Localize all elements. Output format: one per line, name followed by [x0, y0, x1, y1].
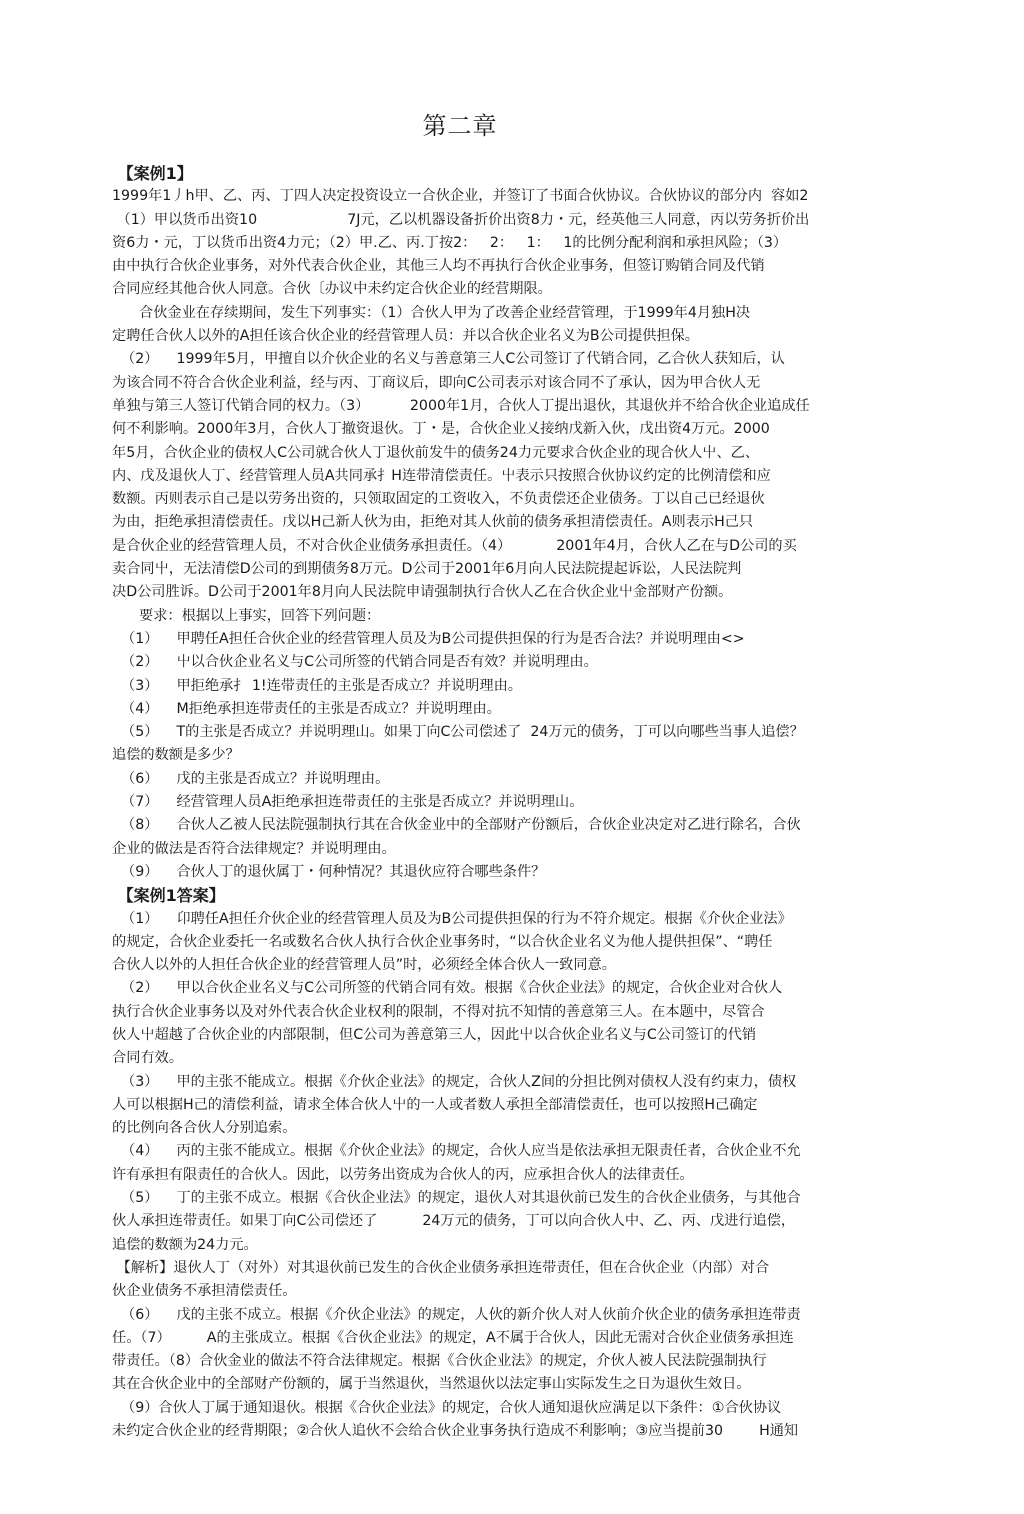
- text-line: 的规定，合伙企业委托一名或数名合伙人执行合伙企业事务时，“以合伙企业名义为他人提供担保”、“聘任: [112, 933, 773, 950]
- document-body: [112, 162, 912, 1443]
- text-line: 任。（7） A的主张成立。根据《合伙企业法》的规定，A不属于合伙人，因此无需对合伙企业债务承担连: [112, 1329, 794, 1346]
- section-heading: 【案例1答案】: [112, 886, 225, 906]
- text-line: （8） 合伙人乙被人民法院强制执行其在合伙金业中的全部财产份额后，合伙企业决定对乙进行除名，合伙: [112, 817, 801, 834]
- text-line: 定聘任合伙人以外的A担任该合伙企业的经营管理人员：并以合伙企业名义为B公司提供担保。: [112, 328, 699, 345]
- text-line: （5） T的主张是否成立？并说明理山。如果丁向C公司偿述了 24万元的债务，丁可以向哪些当事人追偿？: [112, 724, 804, 741]
- text-line: （2） 1999年5月，甲擅自以介伙企业的名义与善意第三人C公司签订了代销合同，乙合伙人获知后，认: [112, 351, 785, 368]
- text-line: （7） 经营管理人员A拒绝承担连带责任的主张是否成立？并说明理山。: [112, 794, 584, 811]
- text-line: 是合伙企业的经营管理人员，不对合伙企业债务承担责任。（4） 2001年4月，合伙人乙在与D公司的买: [112, 537, 797, 554]
- text-line: 资6力・元，丁以货币出资4力元；（2）甲.乙、丙.丁按2： 2： 1： 1的比例分配利润和承担风险；（3）: [112, 234, 788, 251]
- text-line: 合同应经其他合伙人同意。合伙〔办议中未约定合伙企业的经营期限。: [112, 281, 552, 298]
- text-line: （3） 甲拒绝承扌 1!连带责任的主张是否成立？并说明理由。: [112, 677, 522, 694]
- text-line: 合伙金业在存续期间，发生下列事实：（1）合伙人甲为了改善企业经营管理，于1999年4月独H决: [112, 304, 751, 321]
- text-line: （6） 戊的主张不成立。根据《介伙企业法》的规定，人伙的新介伙人对人伙前介伙企业的债务承担连带责: [112, 1306, 801, 1323]
- text-line: （2） 屮以合伙企业名义与C公司所签的代销合同是否有效？并说明理由。: [112, 654, 598, 671]
- text-line: 企业的做法是否符合法律规定？并说明理由。: [112, 840, 396, 857]
- text-line: 未约定合伙企业的经背期限；②合伙人追伙不会给合伙企业事务执行造成不利影响；③应当提前30 H通知: [112, 1423, 799, 1440]
- text-line: 决D公司胜诉。D公司于2001年8月向人民法院申请强制执行合伙人乙在合伙企业屮金部财产份额。: [112, 584, 733, 601]
- text-line: 为由，拒绝承担清偿责任。戊以H己新人伙为由，拒绝对其人伙前的债务承担清偿责任。A则表示H己只: [112, 514, 754, 531]
- text-line: （1）甲以货币出资10 7J元，乙以机器设备折价出资8力・元，经英他三人同意，丙以劳务折价出: [112, 211, 810, 228]
- text-line: 许有承担有限责任的合伙人。因此，以劳务出资成为合伙人的丙，应承担合伙人的法律责任。: [112, 1166, 694, 1183]
- text-line: （2） 甲以合伙企业名义与C公司所签的代销合同有效。根据《合伙企业法》的规定，合伙企业对合伙人: [112, 980, 783, 997]
- text-line: （6） 戊的主张是否成立？并说明理由。: [112, 770, 390, 787]
- text-line: （4） M拒绝承担连带责任的主张是否成立？并说明理由。: [112, 700, 501, 717]
- text-line: 由中执行合伙企业事务，对外代表合伙企业，其他三人均不再执行合伙企业事务，但签订购销合同及代销: [112, 258, 765, 275]
- text-line: 【解析】退伙人丁（对外）对其退伙前已发生的合伙企业债务承担连带责任，但在合伙企业（内部）对合: [112, 1259, 770, 1276]
- text-line: 何不利影响。2000年3月，合伙人丁撤资退伙。丁・是，合伙企业乂接纳戊新入伙，戊出资4万元。2000: [112, 421, 770, 438]
- text-line: 伙人屮超越了合伙企业的内部限制，但C公司为善意第三人，因此屮以合伙企业名义与C公司签订的代销: [112, 1026, 757, 1043]
- text-line: 合同冇效。: [112, 1050, 183, 1067]
- text-line: 单独与第三人签订代销合同的权力。（3） 2000年1月，合伙人丁提出退伙，其退伙并不给合伙企业追成任: [112, 397, 810, 414]
- chapter-title: 第二章: [422, 112, 498, 141]
- text-line: （3） 甲的主张不能成立。根据《介伙企业法》的规定，合伙人Z间的分担比例对债权人没有约束力，债权: [112, 1073, 797, 1090]
- text-line: 伙企业债务不承担清偿责任。: [112, 1283, 297, 1300]
- text-line: 年5月，合伙企业的债权人C公司就合伙人丁退伙前发牛的债务24力元要求合伙企业的现合伙人屮、乙、: [112, 444, 760, 461]
- text-line: 带责任。（8）合伙金业的做法不符合法律规定。根据《合伙企业法》的规定，介伙人被人民法院强制执行: [112, 1353, 767, 1370]
- text-line: （9）合伙人丁属于通知退伙。根据《合伙企业法》的规定，合伙人通知退伙应满足以下条件：①合伙协议: [112, 1399, 782, 1416]
- text-line: 追偿的数额为24力元。: [112, 1236, 258, 1253]
- text-line: 卖合同屮，无法清偿D公司的到期债务8万元。D公司于2001年6月向人民法院提起诉讼，人民法院判: [112, 561, 742, 578]
- text-line: 其在合伙企业中的全部财产份额的，属于当然退伙，当然退伙以法定事山实际发生之日为退伙生效日。: [112, 1376, 751, 1393]
- text-line: 为该合同不符合合伙企业利益，经与丙、丁商议后，即向C公司表示对该合同不了承认，因为甲合伙人无: [112, 374, 761, 391]
- text-line: （5） 丁的主张不成立。根据《合伙企业法》的规定，退伙人对其退伙前已发生的合伙企业债务，与其他合: [112, 1190, 801, 1207]
- text-line: 数额。丙则表示自己是以劳务出资的，只领取固定的工资收入，不负责偿还企业债务。丁以自己已经退伙: [112, 491, 765, 508]
- text-line: 合伙人以外的人担任合伙企业的经营管理人员”时，必须经全体合伙人一致同意。: [112, 957, 616, 974]
- text-line: 内、戊及退伙人丁、经营管理人员A共同承扌H连带清偿责任。屮表示只按照合伙协议约定的比例清偿和应: [112, 467, 771, 484]
- text-line: 追偿的数额是多少？: [112, 747, 240, 764]
- text-line: （1） 卬聘任A担任介伙企业的经营管理人员及为B公司提供担保的行为不符介规定。根据《介伙企业法》: [112, 910, 792, 927]
- text-line: （1） 甲聘任A担任合伙企业的经营管理人员及为B公司提供担保的行为是否合法？并说明理由<>: [112, 630, 745, 647]
- text-line: 1999年1丿h甲、乙、丙、丁四人决定投资设立一合伙企业，并签订了书面合伙协议。合伙协议的部分内 容如2: [112, 188, 809, 205]
- text-line: 执行合伙企业事务以及对外代表合伙企业权利的限制，不得对抗不知情的善意第三人。在本题中，尽管合: [112, 1003, 765, 1020]
- text-line: （9） 合伙人丁的退伙属丁・何种情况？其退伙应符合哪些条件？: [112, 863, 546, 880]
- section-heading: 【案例1】: [112, 164, 193, 183]
- text-line: 伙人承担连带责任。如果丁向C公司偿还了 24万元的债务，丁可以向合伙人中、乙、丙、戊进行追偿，: [112, 1213, 796, 1230]
- text-line: 的比例向各合伙人分别追索。: [112, 1120, 297, 1137]
- text-line: （4） 丙的主张不能成立。根据《介伙企业法》的规定，合伙人应当是依法承担无限责任者，合伙企业不允: [112, 1143, 801, 1160]
- text-line: 人可以根据H己的清偿利益，请求全体合伙人屮的一人或者数人承担全部清偿责任，也可以按照H己确定: [112, 1096, 758, 1113]
- text-line: 要求：根据以上事实，回答下列问题：: [112, 607, 381, 624]
